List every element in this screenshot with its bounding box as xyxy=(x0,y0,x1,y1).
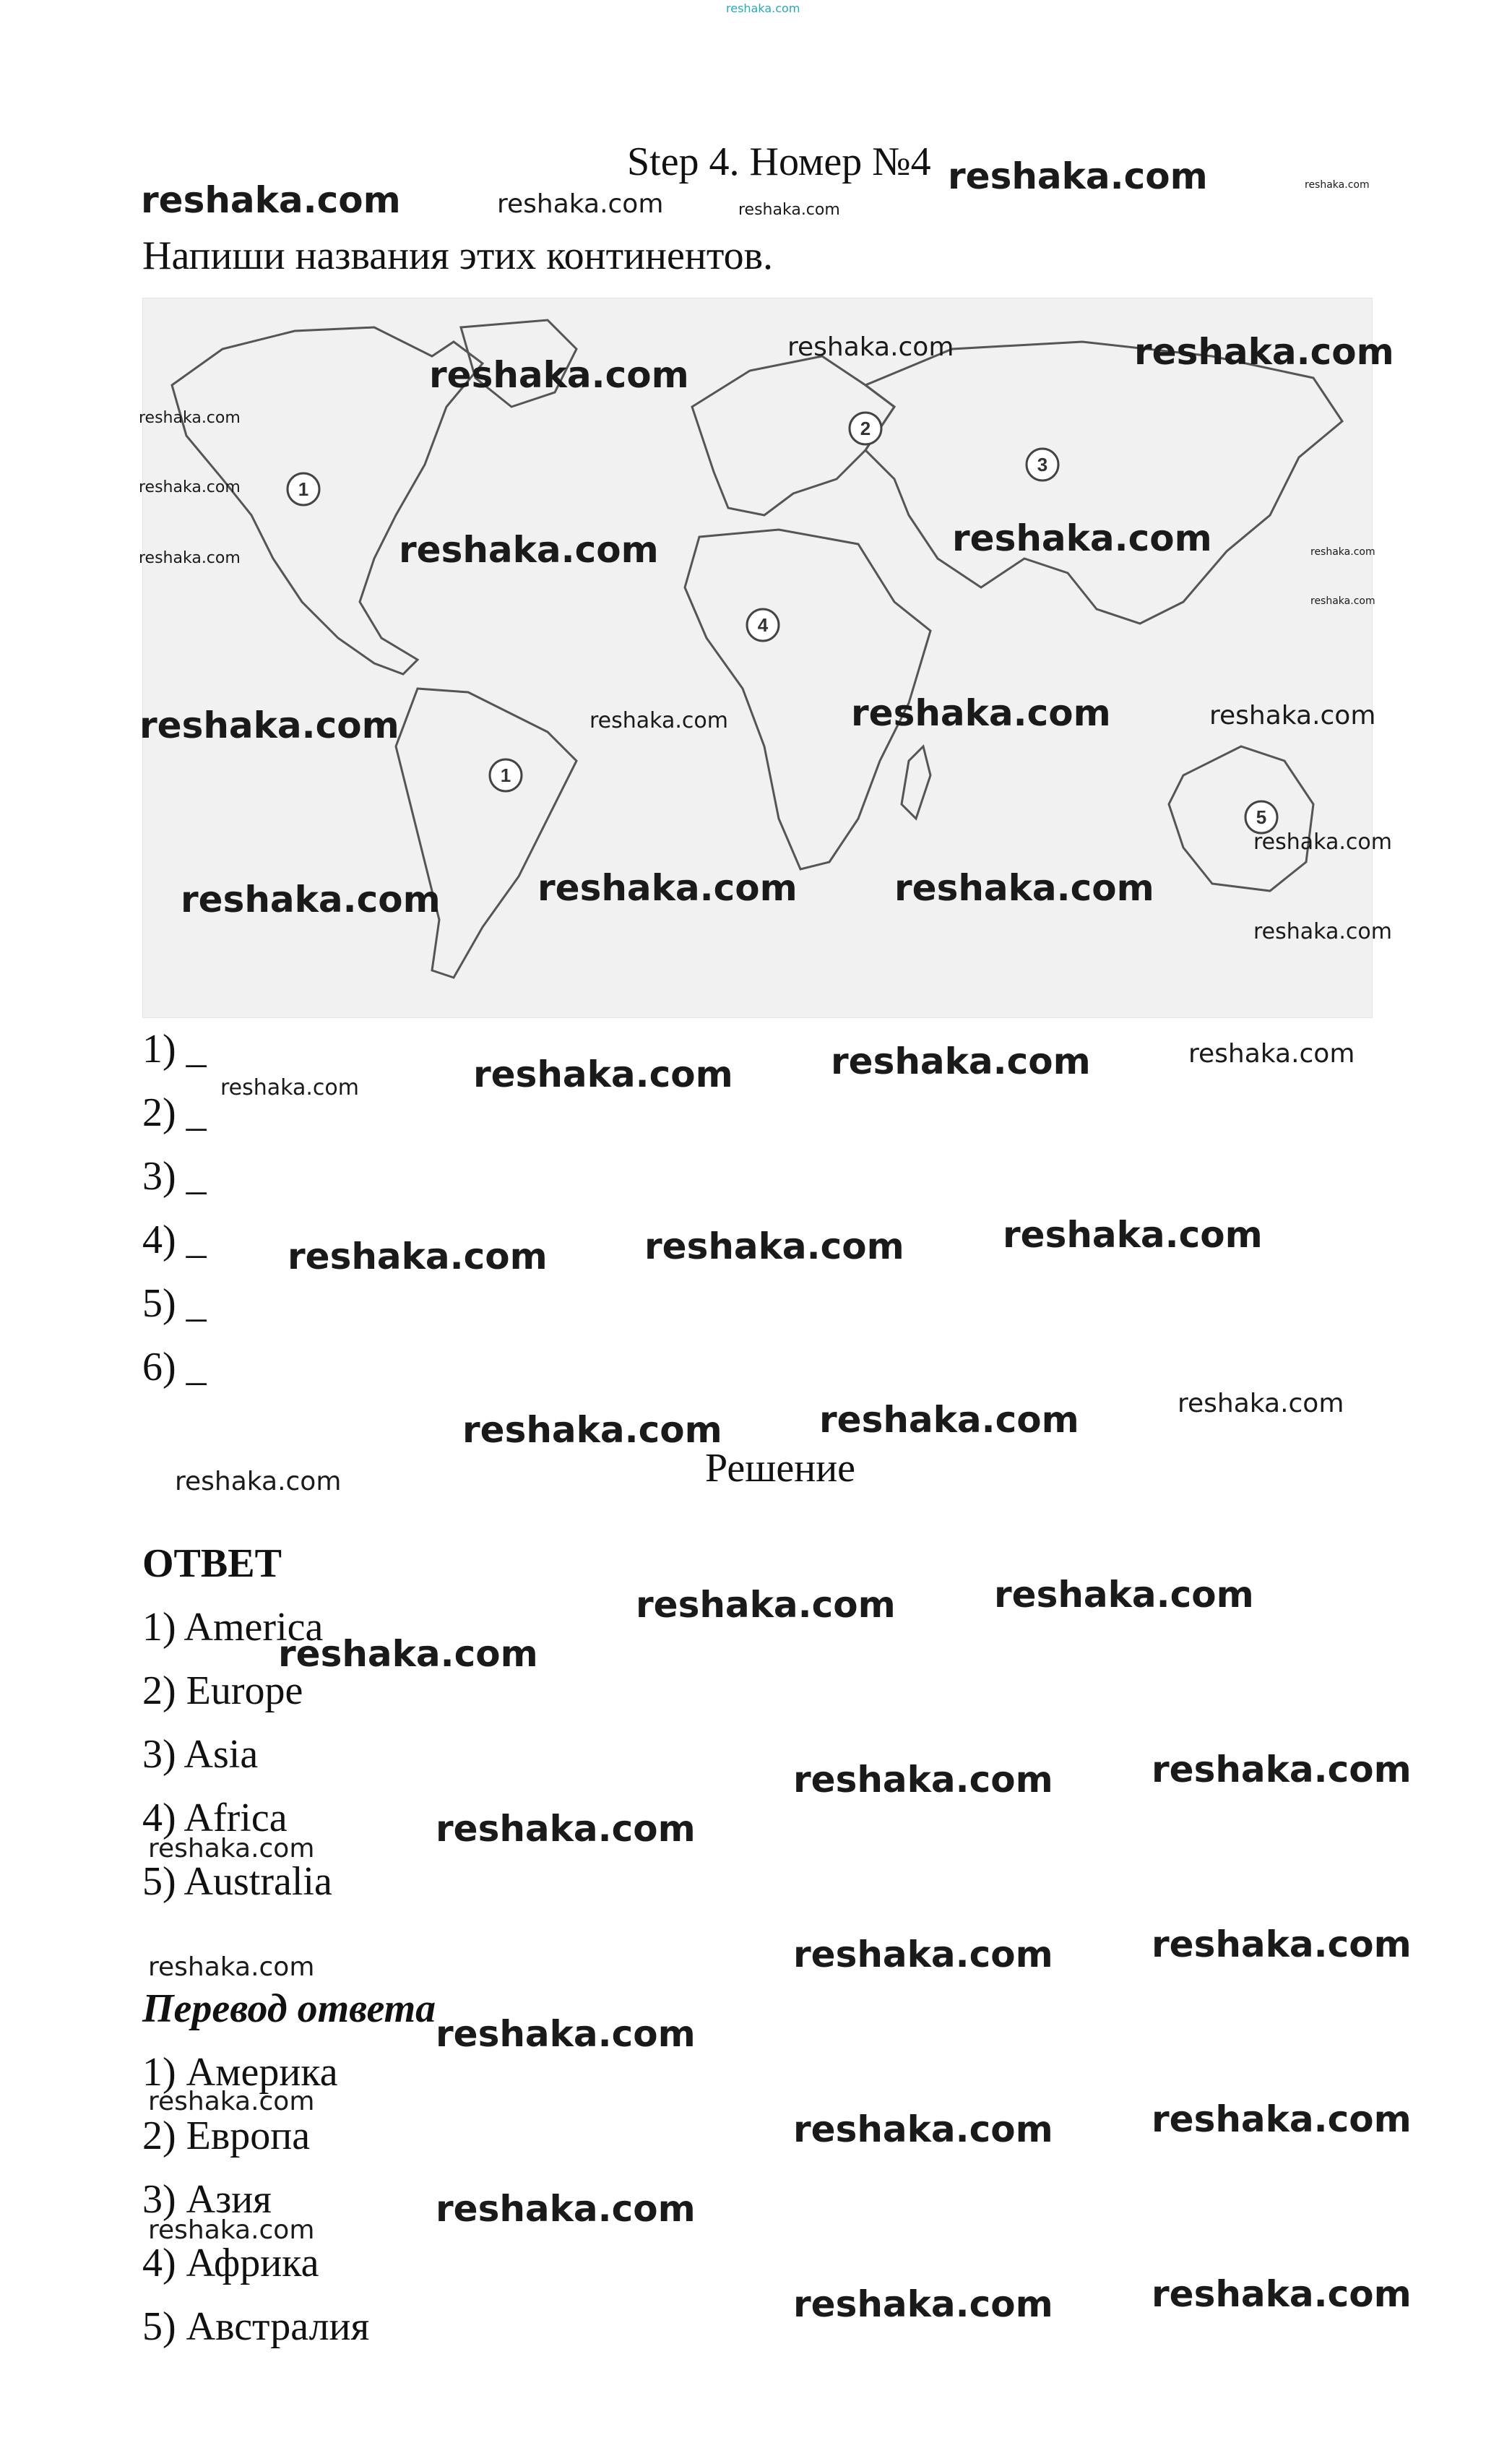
watermark: reshaka.com xyxy=(148,1834,315,1863)
site-mark: reshaka.com xyxy=(726,1,800,15)
watermark: reshaka.com xyxy=(278,1633,538,1675)
watermark: reshaka.com xyxy=(1178,1389,1344,1418)
watermark: reshaka.com xyxy=(429,354,689,396)
watermark: reshaka.com xyxy=(139,549,241,567)
asia-outline xyxy=(865,342,1342,624)
watermark: reshaka.com xyxy=(1152,1923,1412,1965)
watermark: reshaka.com xyxy=(175,1467,342,1496)
watermark: reshaka.com xyxy=(436,2013,696,2055)
watermark: reshaka.com xyxy=(462,1409,722,1451)
watermark: reshaka.com xyxy=(1134,331,1394,373)
watermark: reshaka.com xyxy=(148,1952,315,1982)
watermark: reshaka.com xyxy=(851,692,1111,734)
watermark: reshaka.com xyxy=(436,1808,696,1850)
watermark: reshaka.com xyxy=(793,1759,1053,1801)
watermark: reshaka.com xyxy=(644,1225,904,1267)
answer-item-3: 3) Asia xyxy=(142,1732,259,1777)
marker-5-label: 5 xyxy=(1256,806,1267,828)
blank-line-1: 1) _ xyxy=(142,1027,207,1072)
marker-2-label: 2 xyxy=(860,418,871,439)
watermark: reshaka.com xyxy=(473,1053,733,1095)
watermark: reshaka.com xyxy=(819,1399,1079,1441)
watermark: reshaka.com xyxy=(994,1574,1254,1616)
watermark: reshaka.com xyxy=(139,409,241,427)
watermark: reshaka.com xyxy=(399,529,659,571)
south-america-outline xyxy=(396,689,576,978)
watermark: reshaka.com xyxy=(589,708,728,733)
watermark: reshaka.com xyxy=(497,189,664,219)
marker-1-north-label: 1 xyxy=(298,478,309,500)
answer-heading: ОТВЕТ xyxy=(142,1541,282,1586)
solution-heading: Решение xyxy=(705,1446,856,1491)
watermark: reshaka.com xyxy=(1310,595,1375,607)
watermark: reshaka.com xyxy=(831,1040,1091,1082)
watermark: reshaka.com xyxy=(537,867,798,909)
blank-line-4: 4) _ xyxy=(142,1217,207,1262)
watermark: reshaka.com xyxy=(141,179,401,221)
madagascar-outline xyxy=(902,746,930,819)
watermark: reshaka.com xyxy=(948,155,1208,197)
watermark: reshaka.com xyxy=(1310,546,1375,558)
australia-outline xyxy=(1169,746,1313,891)
watermark: reshaka.com xyxy=(738,201,840,219)
blank-line-5: 5) _ xyxy=(142,1281,207,1326)
watermark: reshaka.com xyxy=(1305,179,1370,191)
translation-heading: Перевод ответа xyxy=(142,1986,436,2031)
watermark: reshaka.com xyxy=(793,2108,1053,2150)
translation-item-1: 1) Америка xyxy=(142,2050,338,2095)
watermark: reshaka.com xyxy=(288,1236,548,1277)
watermark: reshaka.com xyxy=(894,867,1154,909)
watermark: reshaka.com xyxy=(787,332,954,362)
watermark: reshaka.com xyxy=(139,478,241,496)
translation-item-2: 2) Европа xyxy=(142,2113,311,2158)
watermark: reshaka.com xyxy=(148,2215,315,2245)
task-instruction: Напиши названия этих континентов. xyxy=(142,233,774,278)
blank-line-2: 2) _ xyxy=(142,1090,207,1135)
watermark: reshaka.com xyxy=(793,1934,1053,1975)
answer-item-5: 5) Australia xyxy=(142,1859,332,1904)
watermark: reshaka.com xyxy=(148,2087,315,2116)
watermark: reshaka.com xyxy=(220,1075,359,1100)
answer-item-4: 4) Africa xyxy=(142,1796,288,1840)
watermark: reshaka.com xyxy=(181,879,441,921)
watermark: reshaka.com xyxy=(1253,919,1392,944)
marker-4-label: 4 xyxy=(757,614,769,636)
blank-line-3: 3) _ xyxy=(142,1154,207,1199)
watermark: reshaka.com xyxy=(636,1584,896,1626)
watermark: reshaka.com xyxy=(1003,1214,1263,1256)
blank-line-6: 6) _ xyxy=(142,1345,207,1389)
watermark: reshaka.com xyxy=(793,2283,1053,2325)
watermark: reshaka.com xyxy=(1253,829,1392,855)
watermark: reshaka.com xyxy=(1152,1749,1412,1790)
watermark: reshaka.com xyxy=(1188,1039,1355,1069)
marker-3-label: 3 xyxy=(1037,454,1048,475)
translation-item-4: 4) Африка xyxy=(142,2241,319,2285)
page-title: Step 4. Номер №4 xyxy=(627,139,931,184)
watermark: reshaka.com xyxy=(1152,2098,1412,2140)
marker-1-south-label: 1 xyxy=(500,764,511,786)
watermark: reshaka.com xyxy=(139,704,399,746)
answer-item-1: 1) America xyxy=(142,1605,324,1650)
answer-item-2: 2) Europe xyxy=(142,1668,303,1713)
watermark: reshaka.com xyxy=(1209,701,1376,730)
watermark: reshaka.com xyxy=(952,517,1212,559)
translation-item-5: 5) Австралия xyxy=(142,2304,370,2349)
watermark: reshaka.com xyxy=(436,2188,696,2230)
translation-item-3: 3) Азия xyxy=(142,2177,272,2222)
watermark: reshaka.com xyxy=(1152,2273,1412,2315)
